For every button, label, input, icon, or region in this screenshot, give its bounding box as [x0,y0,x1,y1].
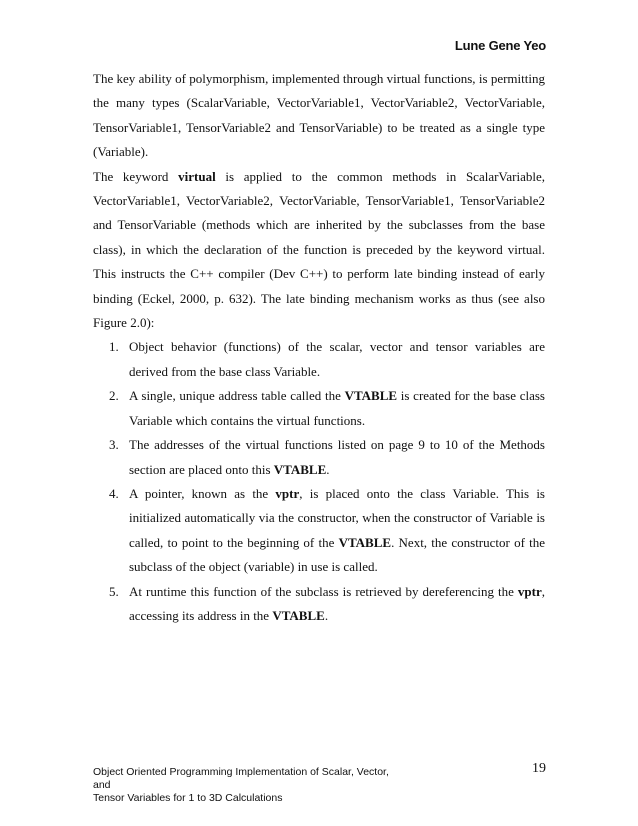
footer-line-1: Object Oriented Programming Implementation of Scalar, Vector, and [93,766,389,791]
list-number: 4. [109,485,119,501]
bold-term: virtual [178,168,216,184]
list-item-text [129,437,545,476]
list-item-text [129,584,545,623]
paragraph-polymorphism: The key ability of polymorphism, implemented through virtual functions, is permitting the many types (ScalarVariable, VectorVariable1, VectorVariable2, VectorVariable, TensorVariable1, TensorVariable2 and TensorVariable) to be treated as a single type (Variable). [93,71,545,160]
bold-term: vptr [517,583,542,599]
running-header-author: Lune Gene Yeo [454,38,546,53]
list-item [93,335,545,384]
list-item-text [129,486,545,574]
page-number: 19 [532,761,546,776]
footer-line-2: Tensor Variables for 1 to 3D Calculations [93,792,283,804]
text-run: A pointer, known as the [129,485,276,501]
body-text [93,67,545,628]
text-run: . Next, the constructor of the subclass of the object (variable) in use is called. [129,534,545,575]
bold-term: VTABLE [272,607,325,623]
list-number: 2. [109,388,119,404]
list-item [93,580,545,629]
list-number: 5. [109,583,119,599]
list-number: 3. [109,437,119,453]
bold-term: VTABLE [338,534,392,550]
bold-term: vptr [275,485,300,501]
text-run: , is placed onto the class Variable. This is initialized automatically via the constructor, when the constructor of Variable is called, to point to the beginning of the [129,485,545,550]
text-run: . [324,607,329,623]
text-run: At runtime this function of the subclass is retrieved by dereferencing the [129,583,518,599]
list-item-text [129,339,545,378]
list-item-text [129,388,545,427]
text-run: The keyword [93,168,179,184]
text-run: is applied to the common methods in ScalarVariable, VectorVariable1, VectorVariable2, VectorVariable, TensorVariable1, TensorVariable2 and TensorVariable (methods which are inherited by the subclasses from the base class), in which the declaration of the function is preceded by the keyword virtual. This instructs the C++ compiler (Dev C++) to perform late binding instead of early binding (Eckel, 2000, p. 632). The late binding mechanism works as thus (see also Figure 2.0): [93,168,545,331]
text-run: , accessing its address in the [129,583,545,623]
paragraph-virtual-keyword [93,165,545,336]
list-number: 1. [109,339,119,355]
list-item [93,482,545,580]
text-run: is created for the base class Variable which contains the virtual functions. [129,388,545,428]
text-run: The addresses of the virtual functions listed on page 9 to 10 of the Methods section are placed onto this [129,437,545,477]
list-item [93,433,545,482]
bold-term: VTABLE [344,388,398,404]
text-run: A single, unique address table called the [129,388,345,404]
late-binding-steps [93,335,545,628]
footer-title [93,766,393,805]
bold-term: VTABLE [273,461,327,477]
text-run: Object behavior (functions) of the scalar, vector and tensor variables are derived from the base class Variable. [129,339,545,379]
list-item [93,384,545,433]
text-run: . [326,461,330,477]
